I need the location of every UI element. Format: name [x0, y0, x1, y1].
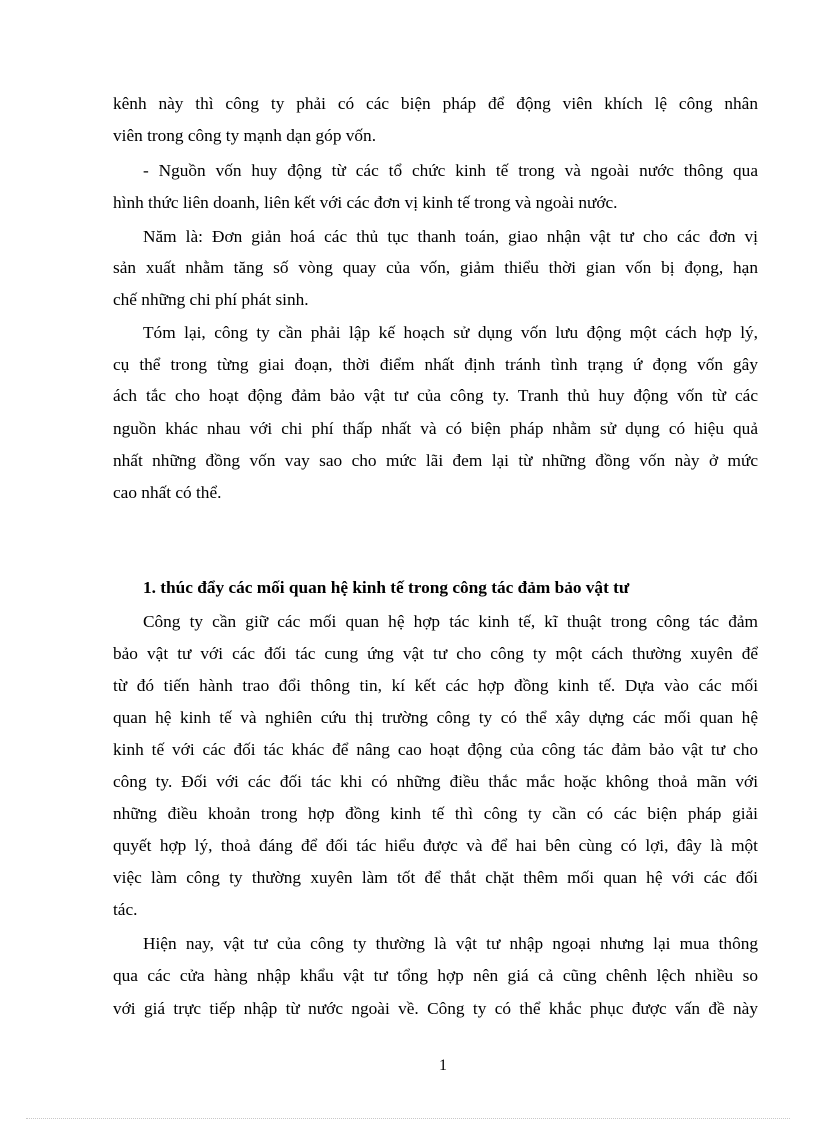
text-line: nguồn khác nhau với chi phí thấp nhất và có biện pháp nhằm sử dụng có hiệu quả	[113, 419, 758, 438]
text-line: Hiện nay, vật tư của công ty thường là vật tư nhập ngoại nhưng lại mua thông	[143, 934, 758, 953]
text-line: chế những chi phí phát sinh.	[113, 290, 309, 309]
text-line: bảo vật tư với các đối tác cung ứng vật tư cho công ty một cách thường xuyên để	[113, 644, 758, 663]
text-line: ách tắc cho hoạt động đảm bảo vật tư của công ty. Tranh thủ huy động vốn từ các	[113, 386, 758, 405]
text-line: kênh này thì công ty phải có các biện pháp để động viên khích lệ công nhân	[113, 94, 758, 113]
text-line: công ty. Đối với các đối tác khi có những điều thắc mắc hoặc không thoả mãn với	[113, 772, 758, 791]
text-line: kinh tế với các đối tác khác để nâng cao hoạt động của công tác đảm bảo vật tư cho	[113, 740, 758, 759]
text-line: tác.	[113, 900, 138, 919]
text-line: nhất những đồng vốn vay sao cho mức lãi đem lại từ những đồng vốn này ở mức	[113, 451, 758, 470]
text-line: quan hệ kinh tế và nghiên cứu thị trường công ty có thể xây dựng các mối quan hệ	[113, 708, 758, 727]
text-line: những điều khoản trong hợp đồng kinh tế thì công ty cần có các biện pháp giải	[113, 804, 758, 823]
page-number: 1	[439, 1057, 447, 1074]
page-bottom-divider	[26, 1118, 790, 1119]
text-line: việc làm công ty thường xuyên làm tốt để thắt chặt thêm mối quan hệ với các đối	[113, 868, 758, 887]
text-line: với giá trực tiếp nhập từ nước ngoài về. Công ty có thể khắc phục được vấn đề này	[113, 999, 758, 1018]
text-line: hình thức liên doanh, liên kết với các đơn vị kinh tế trong và ngoài nước.	[113, 193, 618, 212]
text-line: viên trong công ty mạnh dạn góp vốn.	[113, 126, 377, 145]
text-line: Tóm lại, công ty cần phải lập kế hoạch sử dụng vốn lưu động một cách hợp lý,	[143, 323, 758, 342]
text-line: từ đó tiến hành trao đổi thông tin, kí kết các hợp đồng kinh tế. Dựa vào các mối	[113, 676, 758, 695]
text-line: Công ty cần giữ các mối quan hệ hợp tác kinh tế, kĩ thuật trong công tác đảm	[143, 612, 758, 631]
text-line: sản xuất nhằm tăng số vòng quay của vốn, giảm thiểu thời gian vốn bị đọng, hạn	[113, 258, 758, 277]
text-line: Năm là: Đơn giản hoá các thủ tục thanh toán, giao nhận vật tư cho các đơn vị	[143, 227, 758, 246]
section-heading: 1. thúc đẩy các mối quan hệ kinh tế trong công tác đảm bảo vật tư	[143, 578, 630, 597]
text-line: quyết hợp lý, thoả đáng để đối tác hiểu được và để hai bên cùng có lợi, đây là một	[113, 836, 758, 855]
text-line: cụ thể trong từng giai đoạn, thời điểm nhất định tránh tình trạng ứ đọng vốn gây	[113, 355, 758, 374]
text-line: cao nhất có thể.	[113, 483, 222, 502]
text-line: qua các cửa hàng nhập khẩu vật tư tổng hợp nên giá cả cũng chênh lệch nhiều so	[113, 966, 758, 985]
text-line: - Nguồn vốn huy động từ các tổ chức kinh tế trong và ngoài nước thông qua	[143, 161, 758, 180]
